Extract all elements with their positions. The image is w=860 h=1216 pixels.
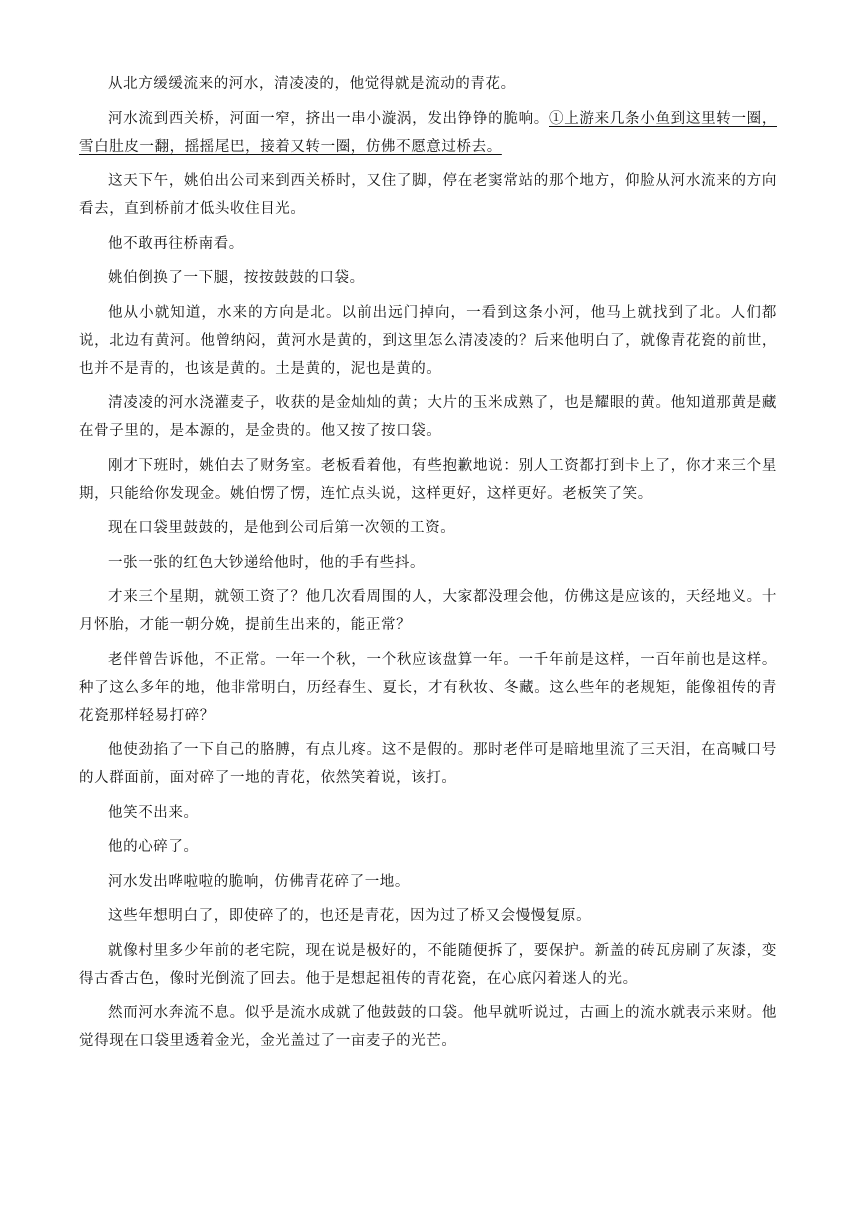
paragraph-18: 就像村里多少年前的老宅院，现在说是极好的，不能随便拆了，要保护。新盖的砖瓦房刷了灰漆，变得古香古色，像时光倒流了回去。他于是想起祖传的青花瓷，在心底闪着迷人的光。 xyxy=(79,942,777,987)
paragraph-2 xyxy=(79,105,777,161)
underlined-sentence-1: ①上游来几条小鱼到这里转一圈，雪白肚皮一翻，摇摇尾巴，接着又转一圈，仿佛不愿意过桥去。 xyxy=(79,110,777,155)
paragraph-13: 他使劲掐了一下自己的胳膊，有点儿疼。这不是假的。那时老伴可是暗地里流了三天泪，在高喊口号的人群面前，面对碎了一地的青花，依然笑着说，该打。 xyxy=(79,742,777,786)
paragraph-16: 河水发出哗啦啦的脆响，仿佛青花碎了一地。 xyxy=(108,873,410,890)
paragraph-4: 他不敢再往桥南看。 xyxy=(108,235,244,252)
paragraph-6: 他从小就知道，水来的方向是北。以前出远门掉向，一看到这条小河，他马上就找到了北。人们都说，北边有黄河。他曾纳闷，黄河水是黄的，到这里怎么清凌凌的？后来他明白了，就像青花瓷的前世，也并不是青的，也该是黄的。土是黄的，泥也是黄的。 xyxy=(79,304,777,377)
paragraph-7: 清凌凌的河水浇灌麦子，收获的是金灿灿的黄；大片的玉米成熟了，也是耀眼的黄。他知道那黄是藏在骨子里的，是本源的，是金贵的。他又按了按口袋。 xyxy=(79,395,777,439)
paragraph-14: 他笑不出来。 xyxy=(108,804,199,821)
paragraph-1: 从北方缓缓流来的河水，清凌凌的，他觉得就是流动的青花。 xyxy=(108,76,516,92)
story-text xyxy=(79,70,777,1062)
paragraph-9: 现在口袋里鼓鼓的，是他到公司后第一次领的工资。 xyxy=(108,520,456,536)
paragraph-12: 老伴曾告诉他，不正常。一年一个秋，一个秋应该盘算一年。一千年前是这样，一百年前也是这样。种了这么多年的地，他非常明白，历经春生、夏长，才有秋妆、冬藏。这么些年的老规矩，能像祖传的青花瓷那样轻易打碎？ xyxy=(79,651,777,724)
paragraph-10: 一张一张的红色大钞递给他时，他的手有些抖。 xyxy=(108,554,426,571)
paragraph-8: 刚才下班时，姚伯去了财务室。老板看着他，有些抱歉地说：别人工资都打到卡上了，你才来三个星期，只能给你发现金。姚伯愣了愣，连忙点头说，这样更好，这样更好。老板笑了笑。 xyxy=(79,457,777,502)
paragraph-15: 他的心碎了。 xyxy=(108,839,199,855)
paragraph-2-text: 河水流到西关桥，河面一窄，挤出一串小漩涡，发出铮铮的脆响。 xyxy=(108,110,549,127)
paragraph-5: 姚伯倒换了一下腿，按按鼓鼓的口袋。 xyxy=(108,270,365,286)
paragraph-11: 才来三个星期，就领工资了？他几次看周围的人，大家都没理会他，仿佛这是应该的，天经地义。十月怀胎，才能一朝分娩，提前生出来的，能正常？ xyxy=(79,589,777,633)
paragraph-19: 然而河水奔流不息。似乎是流水成就了他鼓鼓的口袋。他早就听说过，古画上的流水就表示来财。他觉得现在口袋里透着金光，金光盖过了一亩麦子的光芒。 xyxy=(79,1005,777,1049)
paragraph-17: 这些年想明白了，即使碎了的，也还是青花，因为过了桥又会慢慢复原。 xyxy=(108,908,592,924)
paragraph-3: 这天下午，姚伯出公司来到西关桥时，又住了脚，停在老窦常站的那个地方，仰脸从河水流来的方向看去，直到桥前才低头收住目光。 xyxy=(79,173,777,217)
